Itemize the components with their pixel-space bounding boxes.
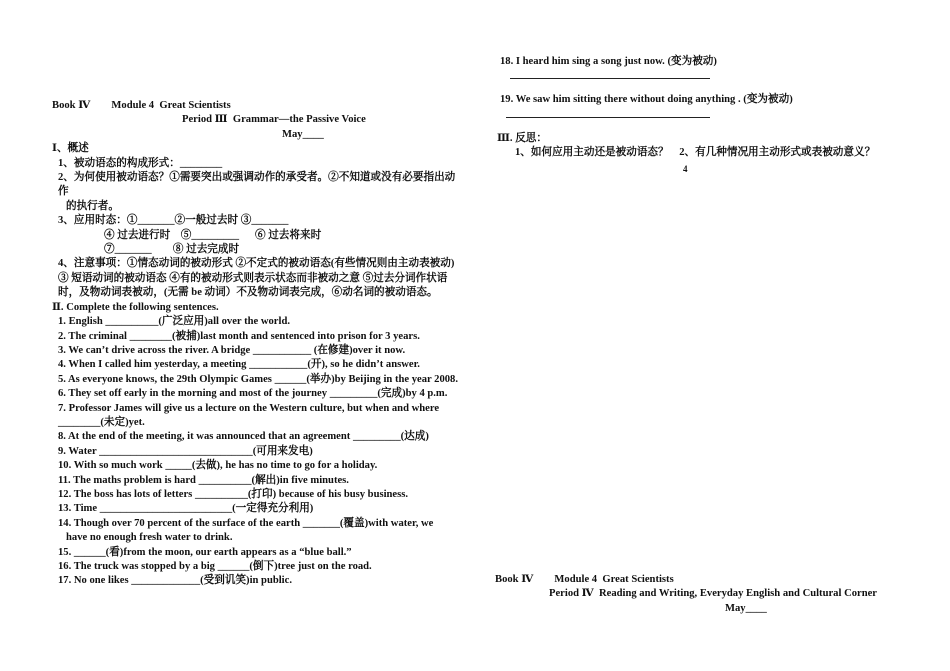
sentence-12: 12. The boss has lots of letters __________(打印) because of his busy business. — [58, 488, 409, 500]
sentence-15: 15. ______(看)from the moon, our earth appears as a “blue ball.” — [58, 546, 352, 558]
sentence-7: 7. Professor James will give us a lecture on the Western culture, but when and where ________(未定)yet. — [58, 402, 440, 428]
sentence-18: 18. I heard him sing a song just now. (变为被动) — [500, 56, 717, 67]
sentence-16: 16. The truck was stopped by a big ______(倒下)tree just on the road. — [58, 561, 372, 572]
sentence-5: 5. As everyone knows, the 29th Olympic Games ______(举办)by Beijing in the year 2008. — [58, 373, 459, 385]
book-header-2 — [495, 573, 915, 587]
sentence-2: 2. The criminal ________(被捕)last month and sentenced into prison for 3 years. — [58, 330, 420, 342]
sentence-4: 4. When I called him yesterday, a meeting ___________(开), so he didn’t answer. — [58, 359, 420, 371]
overview-item-3-line2: ④ 过去进行时 ⑤_________ ⑥ 过去将来时 — [104, 229, 322, 241]
sentence-14-cont: have no enough fresh water to drink. — [66, 532, 233, 544]
sentence-13: 13. Time _________________________(一定得充分利用) — [58, 503, 314, 515]
book-label-2: Book Ⅳ — [495, 574, 534, 585]
overview-item-4: 4、注意事项：①情态动词的被动形式 ②不定式的被动语态(有些情况则由主动表被动) ③ 短语动词的被动语态 ④有的被动形式则表示状态而非被动之意 ⑤过去分词作状语时，及物动词表被动，(无需 be 动词）不及物动词表完成，⑥动名词的被动语态。 — [58, 258, 455, 299]
sentence-10: 10. With so much work _____(去做), he has no time to go for a holiday. — [58, 460, 378, 472]
date-line-2: May____ — [725, 602, 767, 614]
answer-line-18 — [497, 78, 897, 93]
overview-item-3-line3: ⑦_______ ⑧ 过去完成时 — [104, 244, 240, 256]
sentence-8: 8. At the end of the meeting, it was announced that an agreement _________(达成) — [58, 431, 429, 443]
overview-item-2: 2、为何使用被动语态？①需要突出或强调动作的承受者。②不知道或没有必要指出动作 — [58, 172, 456, 198]
page-number: 4 — [683, 163, 688, 174]
right-column — [497, 55, 897, 177]
reflection-questions: 1、如何应用主动还是被动语态？ 2、有几种情况用主动形式或表被动意义？ — [515, 147, 876, 159]
sentence-17: 17. No one likes _____________(受到讥笑)in public. — [58, 575, 292, 587]
period-title-2: Period Ⅳ Reading and Writing, Everyday English and Cultural Corner — [549, 588, 878, 600]
answer-rule — [510, 78, 710, 79]
complete-heading: Ⅱ. Complete the following sentences. — [52, 301, 219, 313]
reflection-heading: Ⅲ. 反思： — [497, 132, 547, 144]
overview-item-2-cont: 的执行者。 — [66, 200, 119, 212]
left-column — [52, 99, 460, 589]
sentence-6: 6. They set off early in the morning and most of the journey _________(完成)by 4 p.m. — [58, 388, 448, 400]
overview-item-3: 3、应用时态：①_______②一般过去时 ③_______ — [58, 215, 289, 227]
next-period-header — [495, 573, 915, 616]
sentence-14: 14. Though over 70 percent of the surface of the earth _______(覆盖)with water, we — [58, 517, 434, 529]
sentence-19: 19. We saw him sitting there without doing anything . (变为被动) — [500, 94, 793, 106]
answer-rule — [506, 117, 710, 118]
book-label: Book Ⅳ — [52, 100, 91, 111]
sentence-3: 3. We can’t drive across the river. A bridge ___________ (在修建)over it now. — [58, 344, 406, 356]
answer-line-19 — [497, 117, 897, 132]
overview-item-1: 1、被动语态的构成形式：________ — [58, 157, 223, 169]
sentence-11: 11. The maths problem is hard __________(解出)in five minutes. — [58, 474, 349, 486]
book-header — [52, 99, 460, 113]
period-title: Period Ⅲ Grammar—the Passive Voice — [182, 114, 366, 126]
module-title: Module 4 Great Scientists — [111, 100, 231, 111]
sentence-9: 9. Water _____________________________(可用来发电) — [58, 445, 313, 457]
overview-heading: Ⅰ、概述 — [52, 143, 89, 155]
date-line: May____ — [282, 128, 324, 140]
module-title-2: Module 4 Great Scientists — [554, 574, 674, 585]
sentence-1: 1. English __________(广泛应用)all over the world. — [58, 316, 290, 328]
